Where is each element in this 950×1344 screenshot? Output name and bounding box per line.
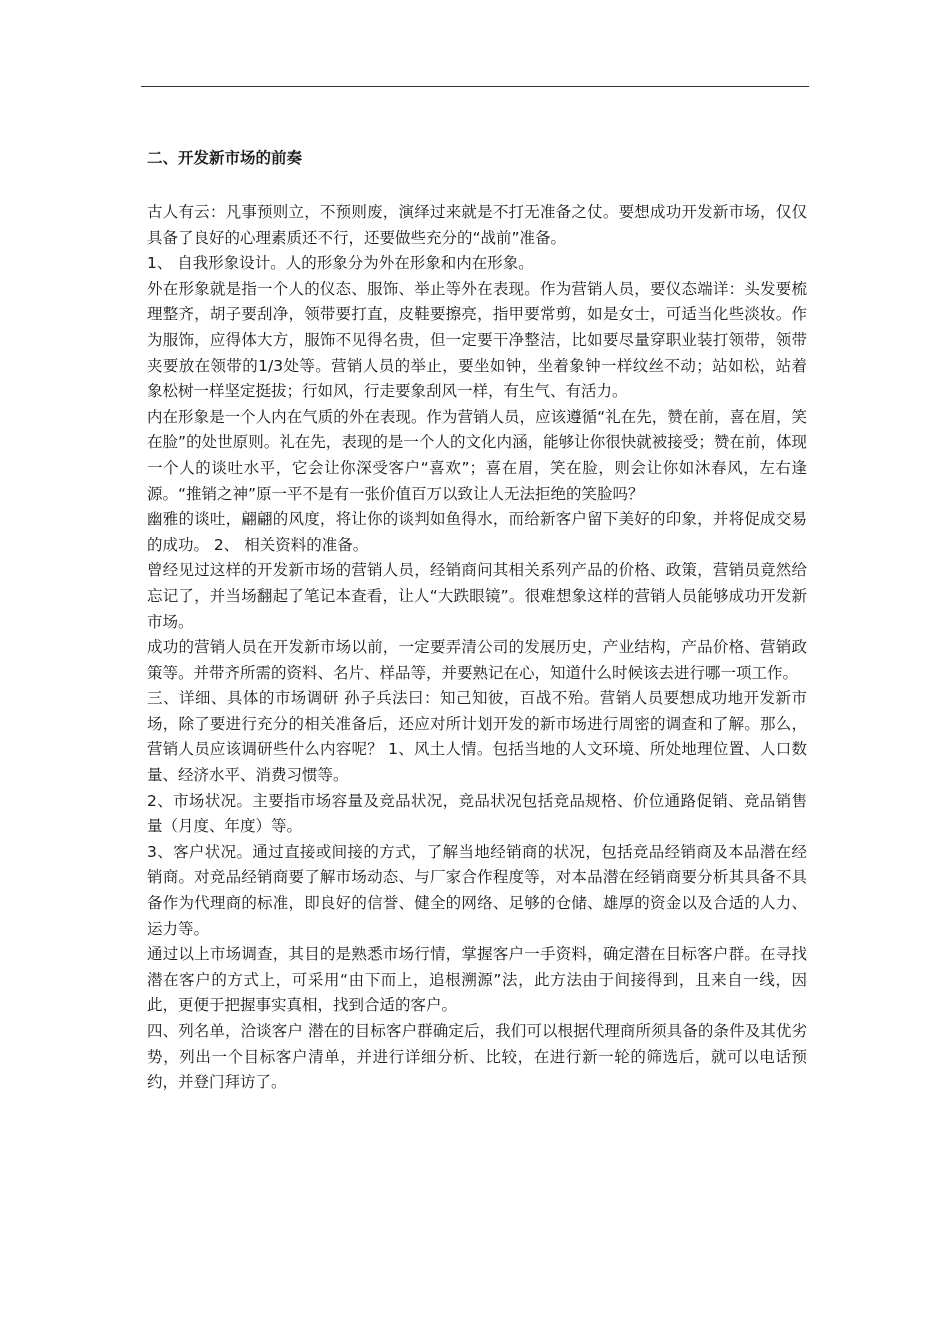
paragraph: 2、市场状况。主要指市场容量及竞品状况，竞品状况包括竞品规格、价位通路促销、竞品销售量（月度、年度）等。 bbox=[147, 791, 807, 836]
paragraph: 古人有云：凡事预则立，不预则废，演绎过来就是不打无准备之仗。要想成功开发新市场，仅仅具备了良好的心理素质还不行，还要做些充分的“战前”准备。 bbox=[147, 203, 807, 247]
paragraph: 成功的营销人员在开发新市场以前，一定要弄清公司的发展历史，产业结构，产品价格、营销政策等。并带齐所需的资料、名片、样品等，并要熟记在心，知道什么时候该去进行哪一项工作。 bbox=[147, 638, 807, 682]
section-heading: 二、开发新市场的前奏 bbox=[147, 149, 303, 167]
paragraph: 三、详细、具体的市场调研 孙子兵法曰：知己知彼，百战不殆。营销人员要想成功地开发新市场，除了要进行充分的相关准备后，还应对所计划开发的新市场进行周密的调查和了解。那么，营销人员应该调研些什么内容呢？ 1、风土人情。包括当地的人文环境、所处地理位置、人口数量、经济水平、消费习惯等。 bbox=[147, 689, 807, 785]
paragraph: 四、列名单，洽谈客户 潜在的目标客户群确定后，我们可以根据代理商所须具备的条件及其优劣势，列出一个目标客户清单，并进行详细分析、比较，在进行新一轮的筛选后，就可以电话预约，并登门拜访了。 bbox=[147, 1022, 807, 1092]
paragraph: 幽雅的谈吐，翩翩的风度，将让你的谈判如鱼得水，而给新客户留下美好的印象，并将促成交易的成功。 2、 相关资料的准备。 bbox=[147, 510, 807, 554]
paragraph: 内在形象是一个人内在气质的外在表现。作为营销人员，应该遵循“礼在先，赞在前，喜在眉，笑在脸”的处世原则。礼在先，表现的是一个人的文化内涵，能够让你很快就被接受；赞在前，体现一个人的谈吐水平，它会让你深受客户“喜欢”；喜在眉，笑在脸，则会让你如沐春风，左右逢源。“推销之神”原一平不是有一张价值百万以致让人无法拒绝的笑脸吗？ bbox=[147, 407, 807, 503]
paragraph: 1、 自我形象设计。人的形象分为外在形象和内在形象。 bbox=[147, 254, 534, 273]
document-body bbox=[147, 200, 807, 1096]
paragraph: 通过以上市场调查，其目的是熟悉市场行情，掌握客户一手资料，确定潜在目标客户群。在寻找潜在客户的方式上，可采用“由下而上，追根溯源”法，此方法由于间接得到，且来自一线，因此，更便于把握事实真相，找到合适的客户。 bbox=[147, 945, 807, 1015]
paragraph: 3、客户状况。通过直接或间接的方式，了解当地经销商的状况，包括竞品经销商及本品潜在经销商。对竞品经销商要了解市场动态、与厂家合作程度等，对本品潜在经销商要分析其具备不具备作为代理商的标准，即良好的信誉、健全的网络、足够的仓储、雄厚的资金以及合适的人力、运力等。 bbox=[147, 842, 807, 938]
paragraph: 曾经见过这样的开发新市场的营销人员，经销商问其相关系列产品的价格、政策，营销员竟然给忘记了，并当场翻起了笔记本查看，让人“大跌眼镜”。很难想象这样的营销人员能够成功开发新市场。 bbox=[147, 561, 807, 631]
header-rule bbox=[141, 86, 809, 87]
paragraph: 外在形象就是指一个人的仪态、服饰、举止等外在表现。作为营销人员，要仪态端详：头发要梳理整齐，胡子要刮净，领带要打直，皮鞋要擦亮，指甲要常剪，如是女士，可适当化些淡妆。作为服饰，应得体大方，服饰不见得名贵，但一定要干净整洁，比如要尽量穿职业装打领带，领带夹要放在领带的1/3处等。营销人员的举止，要坐如钟，坐着象钟一样纹丝不动；站如松，站着象松树一样坚定挺拔；行如风，行走要象刮风一样，有生气、有活力。 bbox=[147, 279, 807, 401]
